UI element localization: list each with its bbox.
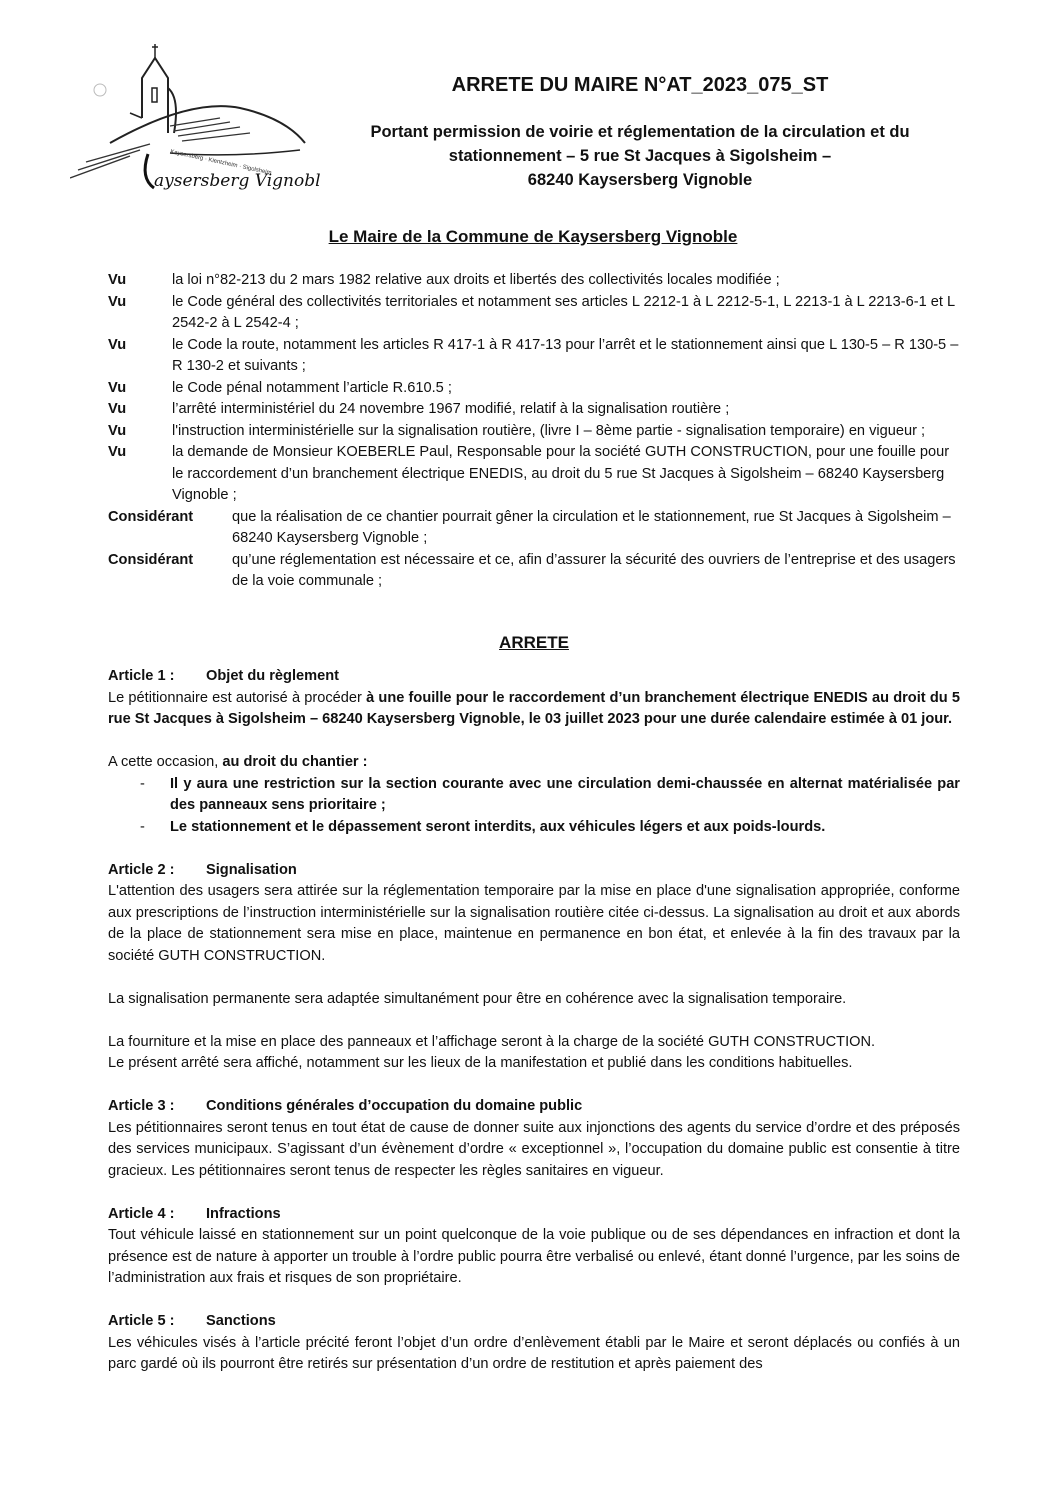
visa-text: le Code la route, notamment les articles R 417-1 à R 417-13 pour l’arrêt et le stationnement ainsi que L 130-5 – R 130-5 – R 130-2 et suivants ; [172,336,959,374]
article-heading [108,1311,960,1333]
article-paragraph: Le présent arrêté sera affiché, notamment sur les lieux de la manifestation et publié dans les conditions habituelles. [108,1055,853,1071]
article-title: Objet du règlement [206,668,339,684]
article-heading [108,1096,960,1118]
visa-item [108,442,960,507]
svg-text:Kaysersberg · Kientzheim · Sig: Kaysersberg · Kientzheim · Sigolsheim [169,149,272,177]
svg-text:aysersberg Vignoble: aysersberg Vignoble [154,171,320,191]
document-title: ARRETE DU MAIRE N°AT_2023_075_ST [451,74,829,96]
visa-key: Vu [108,422,127,439]
dash-list [108,774,960,839]
article-paragraph [108,688,960,731]
article-paragraph: La fourniture et la mise en place des panneaux et l’affichage seront à la charge de la société GUTH CONSTRUCTION. [108,1033,876,1050]
article-paragraph: Les véhicules visés à l’article précité feront l’objet d’un ordre d’enlèvement établi par le Maire et seront déplacés ou confiés à un parc gardé où ils pourront être retirés sur présentation d’un ordre de restitution et après paiement des [108,1334,960,1372]
subtitle-line: stationnement – 5 rue St Jacques à Sigolsheim – [448,147,832,165]
visa-key: Vu [108,336,127,353]
article-paragraph: L'attention des usagers sera attirée sur la réglementation temporaire par la mise en place d'une signalisation appropriée, conforme aux prescriptions de l’instruction interministérielle sur la signalisation routière citée ci-dessus. La signalisation au droit et aux abords de la place de stationnement sera mise en place, maintenue en permanence en bon état, et enlevée à la fin des travaux par la société GUTH CONSTRUCTION. [108,883,960,964]
list-item [108,774,960,817]
arrete-heading: ARRETE [499,633,569,652]
visa-text: la demande de Monsieur KOEBERLE Paul, Responsable pour la société GUTH CONSTRUCTION, pour une fouille pour le raccordement d’un branchement électrique ENEDIS, au droit du 5 rue St Jacques à Sigolsheim – 68240 Kaysersberg Vignoble ; [172,444,950,503]
article-title: Sanctions [206,1313,276,1329]
document-subtitle [330,120,950,192]
commune-logo [70,38,320,198]
article-title: Infractions [206,1205,281,1222]
visa-key: Vu [108,272,127,288]
considerant-item [108,507,960,550]
article-number: Article 3 : [108,1098,175,1114]
paragraph-text: Le pétitionnaire est autorisé à procéder [108,689,367,706]
paragraph-bold-text: à une fouille pour le raccordement d’un branchement électrique ENEDIS au droit du 5 rue St Jacques à Sigolsheim – 68240 Kaysersberg Vignoble, le 03 juillet 2023 pour une durée calendaire estimée à 01 jour. [108,689,960,727]
article-paragraph [108,752,960,774]
visa-key: Vu [108,379,127,396]
considerant-text: qu’une réglementation est nécessaire et ce, afin d’assurer la sécurité des ouvriers de l’entreprise et des usagers de la voie communale ; [232,551,956,589]
considerant-key: Considérant [108,551,194,568]
article-number: Article 1 : [108,668,175,684]
paragraph-bold-text: au droit du chantier : [222,754,368,770]
subtitle-line: 68240 Kaysersberg Vignoble [527,171,753,189]
visa-key: Vu [108,401,127,417]
visa-text: l'instruction interministérielle sur la signalisation routière, (livre I – 8ème partie - signalisation temporaire) en vigueur ; [172,422,926,439]
visa-item [108,292,960,335]
article-number: Article 5 : [108,1313,175,1329]
article-heading [108,1204,960,1226]
articles-section [108,666,960,1376]
visa-item [108,270,960,292]
dash-bullet: - [140,818,145,835]
article-title: Conditions générales d’occupation du domaine public [206,1098,583,1114]
visa-item [108,399,960,421]
visa-item [108,335,960,378]
list-item-text: Il y aura une restriction sur la section courante avec une circulation demi-chaussée en alternat matérialisée par des panneaux sens prioritaire ; [170,775,960,813]
article-title: Signalisation [206,861,297,878]
visa-key: Vu [108,293,127,310]
article-paragraph: Les pétitionnaires seront tenus en tout état de cause de donner suite aux injonctions des agents du service d’ordre et des préposés des services municipaux. S’agissant d’un évènement d’ordre « exceptionnel », l’occupation du domaine public est consentie à titre gracieux. Les pétitionnaires seront tenus de respecter les règles sanitaires en vigueur. [108,1119,960,1179]
article-paragraph: La signalisation permanente sera adaptée simultanément pour être en cohérence avec la signalisation temporaire. [108,990,847,1007]
article-heading [108,666,960,688]
article-number: Article 2 : [108,861,175,878]
article-paragraph: Tout véhicule laissé en stationnement sur un point quelconque de la voie publique ou de ses dépendances en infraction et dont la présence est de nature à apporter un trouble à l’ordre public pourra être verbalisé ou enlevé, étant donné l’urgence, par les soins de l’administration aux frais et risques de son propriétaire. [108,1227,960,1286]
visa-item [108,378,960,400]
article-number: Article 4 : [108,1205,175,1222]
visa-text: le Code général des collectivités territoriales et notamment ses articles L 2212-1 à L 2212-5-1, L 2213-1 à L 2213-6-1 et L 2542-2 à L 2542-4 ; [172,293,955,331]
article-heading [108,860,960,882]
visa-text: l’arrêté interministériel du 24 novembre 1967 modifié, relatif à la signalisation routière ; [172,401,730,417]
considerant-item [108,550,960,593]
visas-section [108,270,960,593]
dash-bullet: - [140,775,145,792]
visa-text: le Code pénal notamment l’article R.610.5 ; [172,379,452,396]
list-item-text: Le stationnement et le dépassement seront interdits, aux véhicules légers et aux poids-lourds. [170,818,826,835]
visa-text: la loi n°82-213 du 2 mars 1982 relative aux droits et libertés des collectivités locales modifiée ; [172,272,780,288]
considerant-key: Considérant [108,508,194,525]
visa-key: Vu [108,444,127,460]
paragraph-text: A cette occasion, [108,754,223,770]
visa-item [108,421,960,443]
mayor-heading: Le Maire de la Commune de Kaysersberg Vignoble [328,227,738,246]
subtitle-line: Portant permission de voirie et réglementation de la circulation et du [370,123,910,141]
church-vineyard-logo-icon [70,38,320,198]
list-item [108,817,960,839]
considerant-text: que la réalisation de ce chantier pourrait gêner la circulation et le stationnement, rue St Jacques à Sigolsheim – 68240 Kaysersberg Vignoble ; [232,508,951,546]
